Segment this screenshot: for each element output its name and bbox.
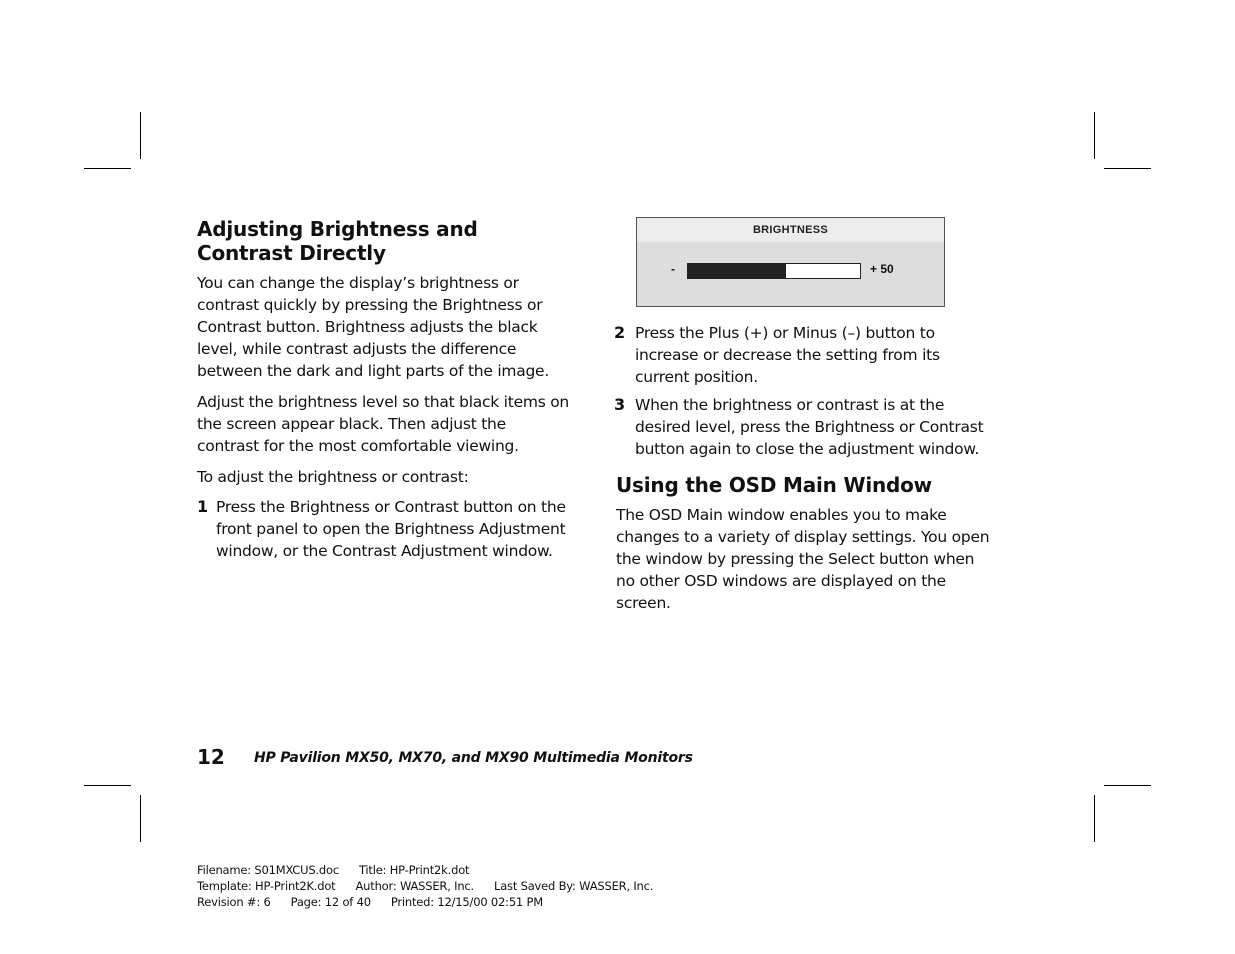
body-paragraph: To adjust the brightness or contrast: [197,468,469,486]
doc-last-saved: Last Saved By: WASSER, Inc. [493,879,654,893]
doc-revision: Revision #: 6 [197,895,271,909]
crop-mark-top-right-vertical [1094,112,1095,159]
step-text: Press the Brightness or Contrast button on the front panel to open the Brightness Adjustment window, or the Contrast Adjustment window. [216,498,566,560]
step-number: 3 [614,395,626,414]
body-paragraph: Adjust the brightness level so that black items on the screen appear black. Then adjust the contrast for the most comfortable viewing. [197,393,570,455]
step-text: When the brightness or contrast is at the desired level, press the Brightness or Contrast button again to close the adjustment window. [635,396,984,458]
crop-mark-top-right-horizontal [1104,168,1151,169]
doc-filename: Filename: S01MXCUS.doc [197,863,339,877]
section-heading-osd-main-window: Using the OSD Main Window [616,473,932,497]
step-number: 1 [197,497,209,516]
doc-template: Template: HP-Print2K.dot [197,879,336,893]
numbered-step [614,394,992,460]
crop-mark-bottom-left-vertical [140,795,141,842]
left-column [197,217,569,568]
numbered-step [197,496,569,562]
body-paragraph: The OSD Main window enables you to make changes to a variety of display settings. You open the window by pressing the Select button when no other OSD windows are displayed on the screen. [616,506,990,612]
crop-mark-top-left-horizontal [84,168,131,169]
doc-title: Title: HP-Print2k.dot [358,863,470,877]
doc-page: Page: 12 of 40 [290,895,371,909]
doc-info-row [197,894,673,910]
crop-mark-top-left-vertical [140,112,141,159]
doc-author: Author: WASSER, Inc. [355,879,474,893]
running-footer-title: HP Pavilion MX50, MX70, and MX90 Multimedia Monitors [254,750,693,766]
right-column [614,322,992,623]
crop-mark-bottom-right-horizontal [1104,785,1151,786]
osd-window-title: BRIGHTNESS [637,218,944,242]
document-info-block [197,862,673,910]
brightness-level-bar [687,263,861,279]
step-number: 2 [614,323,626,342]
doc-info-row [197,862,673,878]
crop-mark-bottom-left-horizontal [84,785,131,786]
body-paragraph: You can change the display’s brightness or contrast quickly by pressing the Brightness or Contrast button. Brightness adjusts the black level, while contrast adjusts the difference between the dark and light parts of the image. [197,274,550,380]
section-heading-brightness-contrast: Adjusting Brightness and Contrast Directly [197,217,478,265]
page-number: 12 [197,745,225,769]
doc-info-row [197,878,673,894]
step-text: Press the Plus (+) or Minus (–) button to increase or decrease the setting from its current position. [635,324,940,386]
numbered-step [614,322,992,388]
brightness-osd-window [636,217,945,307]
osd-minus-label: - [671,262,675,276]
crop-mark-bottom-right-vertical [1094,795,1095,842]
osd-value-label: + 50 [870,262,894,276]
brightness-level-fill [688,264,786,278]
doc-printed: Printed: 12/15/00 02:51 PM [390,895,543,909]
